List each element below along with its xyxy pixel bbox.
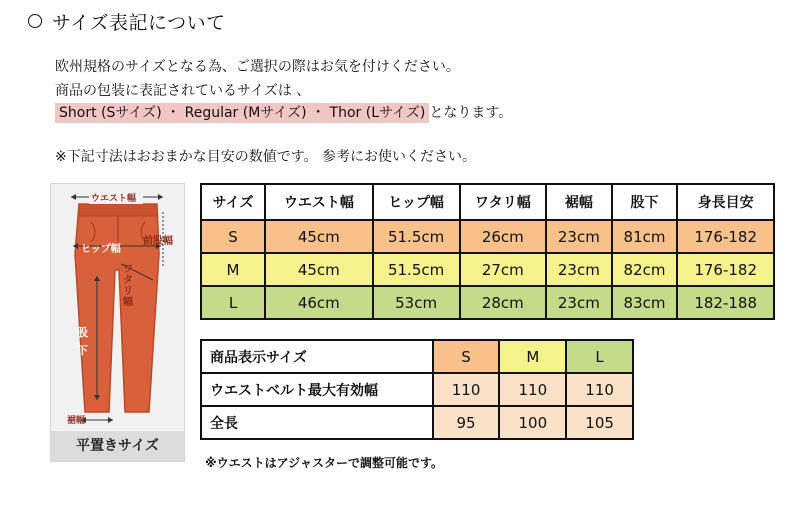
table-cell: L [201, 286, 265, 319]
intro-line-3-suffix: となります。 [429, 105, 513, 121]
display-size-table [200, 339, 634, 440]
header-inseam: 股下 [612, 184, 678, 220]
table-cell: 26cm [460, 220, 546, 253]
thigh-label: ワタリ幅 [123, 264, 133, 308]
table-cell: 182-188 [677, 286, 774, 319]
table-cell: S [201, 220, 265, 253]
table-cell: 23cm [546, 253, 612, 286]
hip-label: ヒップ幅 [81, 244, 121, 255]
header-hem: 裾幅 [546, 184, 612, 220]
adjuster-footnote: ※ウエストはアジャスターで調整可能です。 [205, 456, 443, 470]
pants-diagram [51, 184, 184, 431]
table-row [201, 253, 774, 286]
table-cell: 105 [566, 406, 633, 439]
header-height: 身長目安 [677, 184, 774, 220]
table-cell: 95 [433, 406, 500, 439]
intro-line-1: 欧州規格のサイズとなる為、ご選択の際はお気を付けください。 [55, 59, 460, 75]
waistband-shape [79, 204, 157, 216]
row-label: ウエストベルト最大有効幅 [201, 373, 433, 406]
table-cell: 83cm [612, 286, 678, 319]
intro-line-2: 商品の包装に表記されているサイズは 、 [55, 83, 311, 99]
table-cell: 46cm [265, 286, 373, 319]
pants-illustration [50, 183, 185, 462]
table-row [201, 286, 774, 319]
header-size-m: M [499, 340, 566, 373]
table-cell: M [201, 253, 265, 286]
section-heading [28, 8, 226, 35]
table-cell: 82cm [612, 253, 678, 286]
measurement-note: ※下記寸法はおおまかな目安の数値です。 参考にお使いください。 [55, 149, 477, 165]
table-cell: 176-182 [677, 220, 774, 253]
table-cell: 28cm [460, 286, 546, 319]
heading-text: サイズ表記について [52, 12, 226, 34]
header-waist: ウエスト幅 [265, 184, 373, 220]
header-thigh: ワタリ幅 [460, 184, 546, 220]
table-cell: 27cm [460, 253, 546, 286]
table-row [201, 406, 633, 439]
table-cell: 45cm [265, 220, 373, 253]
table-cell: 100 [499, 406, 566, 439]
table-row [201, 373, 633, 406]
circle-bullet-icon [28, 14, 42, 28]
size-table-header-row [201, 184, 774, 220]
table-cell: 81cm [612, 220, 678, 253]
size-name-highlight: Short (Sサイズ) ・ Regular (Mサイズ) ・ Thor (Lサイズ) [55, 103, 429, 123]
row-label: 全長 [201, 406, 433, 439]
header-hip: ヒップ幅 [373, 184, 460, 220]
waist-label: ウエスト幅 [91, 194, 137, 204]
header-size-l: L [566, 340, 633, 373]
table-cell: 23cm [546, 220, 612, 253]
table-row [201, 220, 774, 253]
table-cell: 51.5cm [373, 220, 460, 253]
header-display-size: 商品表示サイズ [201, 340, 433, 373]
intro-line-3 [55, 102, 512, 122]
display-size-header-row [201, 340, 633, 373]
table-cell: 45cm [265, 253, 373, 286]
inseam-label: 股下 [77, 326, 88, 357]
hem-label: 裾幅 [67, 416, 86, 426]
illustration-caption: 平置きサイズ [51, 431, 184, 461]
size-table [200, 183, 775, 320]
table-cell: 53cm [373, 286, 460, 319]
table-cell: 110 [433, 373, 500, 406]
front-rise-label: 前股幅 [143, 236, 173, 247]
table-cell: 23cm [546, 286, 612, 319]
header-size: サイズ [201, 184, 265, 220]
header-size-s: S [433, 340, 500, 373]
table-cell: 176-182 [677, 253, 774, 286]
table-cell: 51.5cm [373, 253, 460, 286]
table-cell: 110 [566, 373, 633, 406]
table-cell: 110 [499, 373, 566, 406]
